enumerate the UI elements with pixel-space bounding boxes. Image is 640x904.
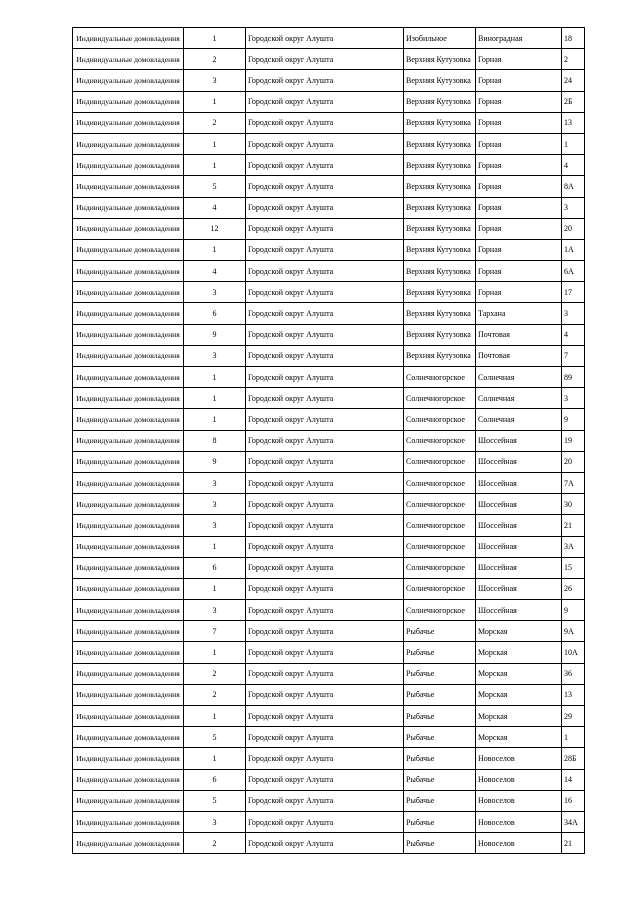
cell-district: Городской округ Алушта xyxy=(246,472,404,493)
cell-street: Горная xyxy=(476,155,562,176)
cell-house-number: 29 xyxy=(562,706,585,727)
table-row xyxy=(73,133,585,154)
table-row xyxy=(73,727,585,748)
cell-street: Виноградная xyxy=(476,28,562,49)
table-row xyxy=(73,600,585,621)
cell-district: Городской округ Алушта xyxy=(246,663,404,684)
cell-count: 2 xyxy=(184,684,246,705)
cell-street: Шоссейная xyxy=(476,494,562,515)
cell-count: 1 xyxy=(184,706,246,727)
cell-building-type: Индивидуальные домовладения xyxy=(73,49,184,70)
cell-house-number: 3А xyxy=(562,536,585,557)
cell-building-type: Индивидуальные домовладения xyxy=(73,663,184,684)
cell-locality: Верхняя Кутузовка xyxy=(404,133,476,154)
cell-district: Городской округ Алушта xyxy=(246,642,404,663)
cell-building-type: Индивидуальные домовладения xyxy=(73,324,184,345)
cell-district: Городской округ Алушта xyxy=(246,91,404,112)
cell-count: 2 xyxy=(184,112,246,133)
table-row xyxy=(73,388,585,409)
cell-count: 1 xyxy=(184,155,246,176)
table-row xyxy=(73,557,585,578)
cell-locality: Солнечногорское xyxy=(404,536,476,557)
cell-district: Городской округ Алушта xyxy=(246,833,404,854)
cell-house-number: 13 xyxy=(562,112,585,133)
cell-building-type: Индивидуальные домовладения xyxy=(73,261,184,282)
cell-district: Городской округ Алушта xyxy=(246,155,404,176)
cell-locality: Рыбачье xyxy=(404,833,476,854)
cell-count: 4 xyxy=(184,261,246,282)
cell-building-type: Индивидуальные домовладения xyxy=(73,133,184,154)
cell-building-type: Индивидуальные домовладения xyxy=(73,621,184,642)
cell-count: 2 xyxy=(184,49,246,70)
table-row xyxy=(73,451,585,472)
cell-count: 5 xyxy=(184,176,246,197)
cell-house-number: 34А xyxy=(562,811,585,832)
cell-district: Городской округ Алушта xyxy=(246,28,404,49)
cell-locality: Солнечногорское xyxy=(404,600,476,621)
cell-district: Городской округ Алушта xyxy=(246,409,404,430)
cell-street: Шоссейная xyxy=(476,451,562,472)
cell-locality: Солнечногорское xyxy=(404,494,476,515)
cell-district: Городской округ Алушта xyxy=(246,727,404,748)
cell-house-number: 24 xyxy=(562,70,585,91)
cell-building-type: Индивидуальные домовладения xyxy=(73,642,184,663)
cell-count: 6 xyxy=(184,557,246,578)
cell-locality: Верхняя Кутузовка xyxy=(404,155,476,176)
cell-house-number: 3 xyxy=(562,197,585,218)
cell-district: Городской округ Алушта xyxy=(246,748,404,769)
table-row xyxy=(73,663,585,684)
table-row xyxy=(73,324,585,345)
cell-street: Новоселов xyxy=(476,769,562,790)
cell-district: Городской округ Алушта xyxy=(246,303,404,324)
cell-count: 1 xyxy=(184,578,246,599)
table-row xyxy=(73,706,585,727)
table-row xyxy=(73,536,585,557)
cell-district: Городской округ Алушта xyxy=(246,790,404,811)
table-row xyxy=(73,28,585,49)
table-row xyxy=(73,430,585,451)
cell-house-number: 2Б xyxy=(562,91,585,112)
cell-count: 5 xyxy=(184,727,246,748)
cell-house-number: 20 xyxy=(562,218,585,239)
cell-building-type: Индивидуальные домовладения xyxy=(73,409,184,430)
cell-building-type: Индивидуальные домовладения xyxy=(73,600,184,621)
cell-district: Городской округ Алушта xyxy=(246,112,404,133)
table-row xyxy=(73,261,585,282)
cell-locality: Солнечногорское xyxy=(404,409,476,430)
cell-building-type: Индивидуальные домовладения xyxy=(73,367,184,388)
cell-building-type: Индивидуальные домовладения xyxy=(73,706,184,727)
cell-locality: Солнечногорское xyxy=(404,430,476,451)
cell-house-number: 6А xyxy=(562,261,585,282)
cell-building-type: Индивидуальные домовладения xyxy=(73,557,184,578)
cell-count: 1 xyxy=(184,91,246,112)
cell-locality: Изобильное xyxy=(404,28,476,49)
cell-district: Городской округ Алушта xyxy=(246,218,404,239)
cell-street: Шоссейная xyxy=(476,472,562,493)
cell-house-number: 9А xyxy=(562,621,585,642)
cell-locality: Солнечногорское xyxy=(404,451,476,472)
cell-count: 1 xyxy=(184,239,246,260)
cell-count: 3 xyxy=(184,600,246,621)
table-row xyxy=(73,239,585,260)
cell-district: Городской округ Алушта xyxy=(246,70,404,91)
table-row xyxy=(73,70,585,91)
cell-locality: Солнечногорское xyxy=(404,388,476,409)
cell-count: 1 xyxy=(184,28,246,49)
cell-building-type: Индивидуальные домовладения xyxy=(73,811,184,832)
cell-house-number: 2 xyxy=(562,49,585,70)
cell-street: Горная xyxy=(476,261,562,282)
table-row xyxy=(73,345,585,366)
cell-building-type: Индивидуальные домовладения xyxy=(73,345,184,366)
cell-house-number: 7А xyxy=(562,472,585,493)
cell-district: Городской округ Алушта xyxy=(246,769,404,790)
cell-street: Шоссейная xyxy=(476,578,562,599)
cell-street: Морская xyxy=(476,706,562,727)
cell-street: Горная xyxy=(476,282,562,303)
table-row xyxy=(73,282,585,303)
cell-house-number: 7 xyxy=(562,345,585,366)
cell-locality: Верхняя Кутузовка xyxy=(404,112,476,133)
cell-locality: Рыбачье xyxy=(404,642,476,663)
cell-house-number: 17 xyxy=(562,282,585,303)
cell-district: Городской округ Алушта xyxy=(246,430,404,451)
housing-registry-table xyxy=(72,27,585,854)
table-row xyxy=(73,176,585,197)
cell-count: 3 xyxy=(184,515,246,536)
cell-street: Солнечная xyxy=(476,409,562,430)
cell-street: Горная xyxy=(476,133,562,154)
cell-locality: Рыбачье xyxy=(404,790,476,811)
cell-locality: Рыбачье xyxy=(404,663,476,684)
cell-count: 2 xyxy=(184,833,246,854)
cell-house-number: 21 xyxy=(562,833,585,854)
cell-count: 8 xyxy=(184,430,246,451)
table-row xyxy=(73,494,585,515)
cell-locality: Солнечногорское xyxy=(404,578,476,599)
cell-street: Шоссейная xyxy=(476,536,562,557)
cell-building-type: Индивидуальные домовладения xyxy=(73,451,184,472)
cell-building-type: Индивидуальные домовладения xyxy=(73,727,184,748)
table-row xyxy=(73,811,585,832)
cell-locality: Рыбачье xyxy=(404,769,476,790)
cell-house-number: 3 xyxy=(562,388,585,409)
cell-locality: Верхняя Кутузовка xyxy=(404,197,476,218)
cell-street: Морская xyxy=(476,642,562,663)
cell-house-number: 8А xyxy=(562,176,585,197)
cell-house-number: 21 xyxy=(562,515,585,536)
cell-district: Городской округ Алушта xyxy=(246,811,404,832)
cell-street: Морская xyxy=(476,684,562,705)
cell-street: Почтовая xyxy=(476,324,562,345)
cell-house-number: 4 xyxy=(562,324,585,345)
cell-district: Городской округ Алушта xyxy=(246,600,404,621)
cell-building-type: Индивидуальные домовладения xyxy=(73,91,184,112)
cell-street: Горная xyxy=(476,112,562,133)
cell-district: Городской округ Алушта xyxy=(246,557,404,578)
cell-count: 1 xyxy=(184,133,246,154)
cell-count: 2 xyxy=(184,663,246,684)
cell-building-type: Индивидуальные домовладения xyxy=(73,430,184,451)
cell-district: Городской округ Алушта xyxy=(246,578,404,599)
cell-count: 7 xyxy=(184,621,246,642)
cell-district: Городской округ Алушта xyxy=(246,197,404,218)
cell-street: Морская xyxy=(476,663,562,684)
cell-house-number: 9 xyxy=(562,600,585,621)
cell-district: Городской округ Алушта xyxy=(246,451,404,472)
cell-street: Горная xyxy=(476,91,562,112)
cell-building-type: Индивидуальные домовладения xyxy=(73,748,184,769)
cell-district: Городской округ Алушта xyxy=(246,345,404,366)
cell-district: Городской округ Алушта xyxy=(246,684,404,705)
cell-building-type: Индивидуальные домовладения xyxy=(73,833,184,854)
cell-locality: Рыбачье xyxy=(404,748,476,769)
cell-house-number: 16 xyxy=(562,790,585,811)
cell-building-type: Индивидуальные домовладения xyxy=(73,28,184,49)
cell-district: Городской округ Алушта xyxy=(246,133,404,154)
cell-street: Почтовая xyxy=(476,345,562,366)
cell-district: Городской округ Алушта xyxy=(246,324,404,345)
cell-building-type: Индивидуальные домовладения xyxy=(73,578,184,599)
cell-building-type: Индивидуальные домовладения xyxy=(73,70,184,91)
cell-street: Тархана xyxy=(476,303,562,324)
cell-building-type: Индивидуальные домовладения xyxy=(73,515,184,536)
cell-house-number: 26 xyxy=(562,578,585,599)
cell-house-number: 3 xyxy=(562,303,585,324)
cell-locality: Верхняя Кутузовка xyxy=(404,345,476,366)
cell-locality: Рыбачье xyxy=(404,727,476,748)
cell-building-type: Индивидуальные домовладения xyxy=(73,536,184,557)
cell-house-number: 18 xyxy=(562,28,585,49)
cell-district: Городской округ Алушта xyxy=(246,494,404,515)
cell-locality: Верхняя Кутузовка xyxy=(404,218,476,239)
cell-district: Городской округ Алушта xyxy=(246,239,404,260)
cell-building-type: Индивидуальные домовладения xyxy=(73,282,184,303)
cell-street: Новоселов xyxy=(476,811,562,832)
cell-district: Городской округ Алушта xyxy=(246,388,404,409)
cell-building-type: Индивидуальные домовладения xyxy=(73,769,184,790)
cell-count: 1 xyxy=(184,409,246,430)
cell-locality: Верхняя Кутузовка xyxy=(404,239,476,260)
cell-street: Шоссейная xyxy=(476,557,562,578)
cell-house-number: 15 xyxy=(562,557,585,578)
table-row xyxy=(73,155,585,176)
cell-house-number: 14 xyxy=(562,769,585,790)
cell-house-number: 4 xyxy=(562,155,585,176)
table-row xyxy=(73,367,585,388)
cell-count: 1 xyxy=(184,536,246,557)
cell-locality: Солнечногорское xyxy=(404,472,476,493)
cell-street: Солнечная xyxy=(476,367,562,388)
table-row xyxy=(73,472,585,493)
cell-building-type: Индивидуальные домовладения xyxy=(73,472,184,493)
cell-street: Горная xyxy=(476,218,562,239)
table-row xyxy=(73,303,585,324)
cell-street: Горная xyxy=(476,49,562,70)
cell-locality: Солнечногорское xyxy=(404,557,476,578)
cell-locality: Верхняя Кутузовка xyxy=(404,49,476,70)
cell-building-type: Индивидуальные домовладения xyxy=(73,684,184,705)
cell-building-type: Индивидуальные домовладения xyxy=(73,239,184,260)
cell-building-type: Индивидуальные домовладения xyxy=(73,388,184,409)
cell-house-number: 20 xyxy=(562,451,585,472)
cell-locality: Верхняя Кутузовка xyxy=(404,324,476,345)
cell-locality: Солнечногорское xyxy=(404,367,476,388)
cell-locality: Рыбачье xyxy=(404,621,476,642)
cell-locality: Рыбачье xyxy=(404,684,476,705)
cell-house-number: 89 xyxy=(562,367,585,388)
cell-street: Горная xyxy=(476,197,562,218)
cell-street: Горная xyxy=(476,239,562,260)
cell-street: Шоссейная xyxy=(476,515,562,536)
cell-locality: Рыбачье xyxy=(404,811,476,832)
table-row xyxy=(73,621,585,642)
cell-building-type: Индивидуальные домовладения xyxy=(73,176,184,197)
cell-district: Городской округ Алушта xyxy=(246,367,404,388)
cell-count: 3 xyxy=(184,494,246,515)
table-row xyxy=(73,684,585,705)
cell-count: 1 xyxy=(184,642,246,663)
cell-house-number: 1 xyxy=(562,727,585,748)
cell-count: 1 xyxy=(184,388,246,409)
cell-district: Городской округ Алушта xyxy=(246,282,404,303)
table-row xyxy=(73,748,585,769)
cell-district: Городской округ Алушта xyxy=(246,621,404,642)
cell-locality: Верхняя Кутузовка xyxy=(404,70,476,91)
cell-house-number: 1А xyxy=(562,239,585,260)
cell-house-number: 28Б xyxy=(562,748,585,769)
cell-street: Шоссейная xyxy=(476,600,562,621)
cell-count: 6 xyxy=(184,769,246,790)
cell-building-type: Индивидуальные домовладения xyxy=(73,112,184,133)
cell-street: Шоссейная xyxy=(476,430,562,451)
cell-count: 4 xyxy=(184,197,246,218)
table-body xyxy=(73,28,585,854)
table-row xyxy=(73,218,585,239)
table-row xyxy=(73,578,585,599)
cell-street: Морская xyxy=(476,727,562,748)
cell-locality: Верхняя Кутузовка xyxy=(404,91,476,112)
table-row xyxy=(73,91,585,112)
cell-district: Городской округ Алушта xyxy=(246,176,404,197)
cell-count: 1 xyxy=(184,367,246,388)
cell-house-number: 1 xyxy=(562,133,585,154)
cell-district: Городской округ Алушта xyxy=(246,706,404,727)
cell-locality: Верхняя Кутузовка xyxy=(404,303,476,324)
cell-house-number: 36 xyxy=(562,663,585,684)
cell-count: 3 xyxy=(184,472,246,493)
cell-district: Городской округ Алушта xyxy=(246,515,404,536)
cell-building-type: Индивидуальные домовладения xyxy=(73,303,184,324)
cell-count: 1 xyxy=(184,748,246,769)
cell-district: Городской округ Алушта xyxy=(246,49,404,70)
cell-building-type: Индивидуальные домовладения xyxy=(73,218,184,239)
cell-locality: Верхняя Кутузовка xyxy=(404,282,476,303)
cell-count: 3 xyxy=(184,70,246,91)
cell-district: Городской округ Алушта xyxy=(246,536,404,557)
cell-house-number: 13 xyxy=(562,684,585,705)
cell-count: 9 xyxy=(184,324,246,345)
cell-house-number: 19 xyxy=(562,430,585,451)
cell-locality: Верхняя Кутузовка xyxy=(404,176,476,197)
table-row xyxy=(73,49,585,70)
cell-street: Новоселов xyxy=(476,833,562,854)
cell-count: 6 xyxy=(184,303,246,324)
cell-street: Новоселов xyxy=(476,790,562,811)
cell-building-type: Индивидуальные домовладения xyxy=(73,494,184,515)
cell-count: 12 xyxy=(184,218,246,239)
cell-street: Солнечная xyxy=(476,388,562,409)
cell-locality: Солнечногорское xyxy=(404,515,476,536)
table-row xyxy=(73,769,585,790)
cell-building-type: Индивидуальные домовладения xyxy=(73,197,184,218)
cell-count: 9 xyxy=(184,451,246,472)
table-row xyxy=(73,515,585,536)
cell-house-number: 9 xyxy=(562,409,585,430)
cell-street: Новоселов xyxy=(476,748,562,769)
cell-count: 3 xyxy=(184,811,246,832)
cell-street: Морская xyxy=(476,621,562,642)
table-row xyxy=(73,790,585,811)
table-row xyxy=(73,409,585,430)
cell-count: 5 xyxy=(184,790,246,811)
cell-locality: Верхняя Кутузовка xyxy=(404,261,476,282)
cell-building-type: Индивидуальные домовладения xyxy=(73,790,184,811)
cell-house-number: 30 xyxy=(562,494,585,515)
cell-house-number: 10А xyxy=(562,642,585,663)
cell-count: 3 xyxy=(184,282,246,303)
table-row xyxy=(73,833,585,854)
table-row xyxy=(73,112,585,133)
cell-building-type: Индивидуальные домовладения xyxy=(73,155,184,176)
cell-street: Горная xyxy=(476,176,562,197)
table-row xyxy=(73,197,585,218)
cell-locality: Рыбачье xyxy=(404,706,476,727)
table-row xyxy=(73,642,585,663)
cell-street: Горная xyxy=(476,70,562,91)
cell-district: Городской округ Алушта xyxy=(246,261,404,282)
cell-count: 3 xyxy=(184,345,246,366)
